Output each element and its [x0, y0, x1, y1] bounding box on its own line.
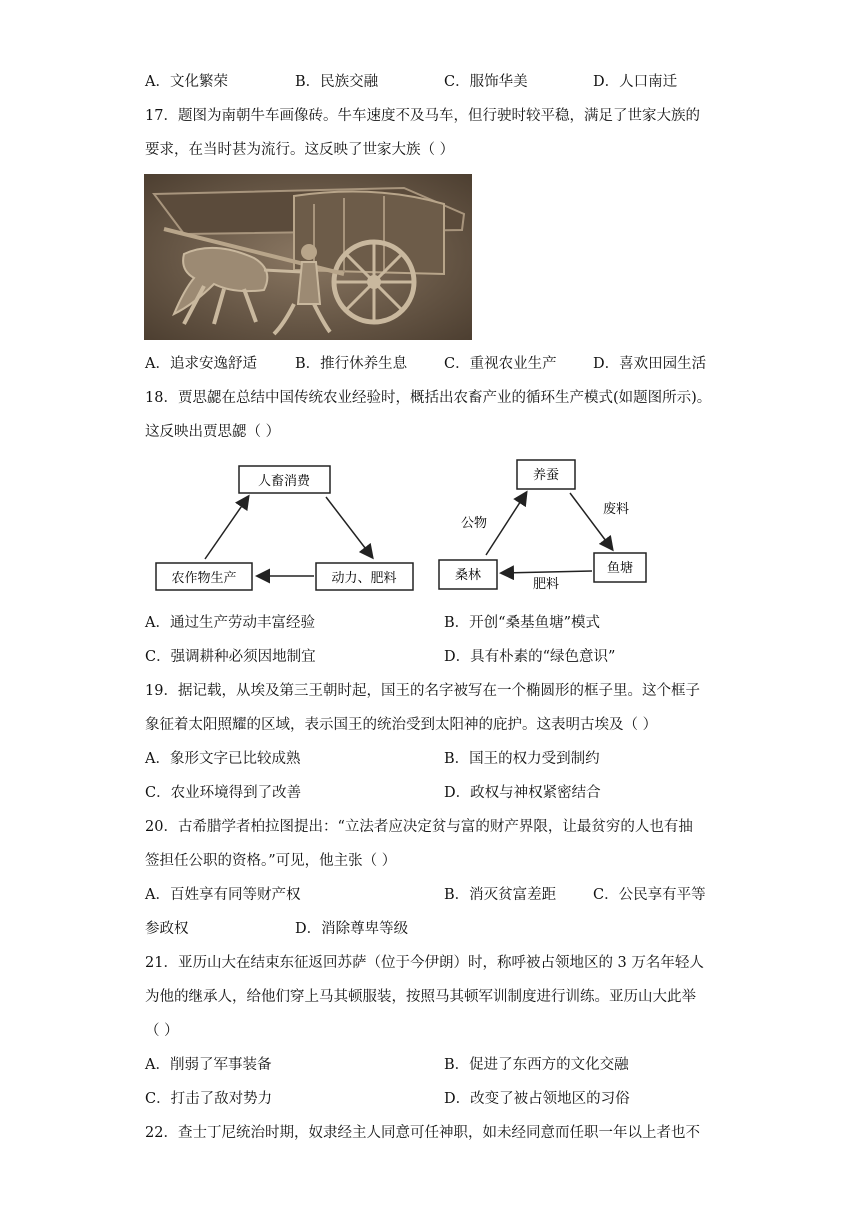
q18-stem-line2: 这反映出贾思勰（ ） [145, 424, 281, 440]
q17-option-d: D．喜欢田园生活 [593, 356, 707, 372]
ox-cart-brick-image [144, 174, 472, 340]
q21-option-d: D．改变了被占领地区的习俗 [444, 1091, 630, 1107]
q19-stem-line1: 19．据记载，从埃及第三王朝时起，国王的名字被写在一个椭圆形的框子里。这个框子 [145, 683, 700, 699]
q20-option-c: C．公民享有平等 [593, 887, 706, 903]
box-silkworm-label: 养蚕 [532, 468, 560, 483]
q18-option-d: D．具有朴素的“绿色意识” [444, 649, 616, 665]
q20-stem-line1: 20．古希腊学者柏拉图提出：“立法者应决定贫与富的财产界限，让最贫穷的人也有抽 [145, 819, 693, 835]
q18-option-c: C．强调耕种必须因地制宜 [145, 649, 316, 665]
q19-stem-line2: 象征着太阳照耀的区域，表示国王的统治受到太阳神的庇护。这表明古埃及（ ） [145, 717, 658, 733]
q19-option-a: A．象形文字已比较成熟 [145, 751, 301, 767]
q20-option-c-cont: 参政权 [145, 921, 189, 937]
q16-option-d: D．人口南迁 [593, 74, 678, 90]
q22-stem-line1: 22．查士丁尼统治时期，奴隶经主人同意可任神职，如未经同意而任职一年以上者也不 [145, 1125, 700, 1141]
q21-option-b: B．促进了东西方的文化交融 [444, 1057, 629, 1073]
q17-stem-line2: 要求，在当时甚为流行。这反映了世家大族（ ） [145, 142, 455, 158]
box-crop-label: 农作物生产 [171, 571, 237, 586]
edge-label-bottom: 肥料 [532, 577, 560, 592]
q17-stem-line1: 17．题图为南朝牛车画像砖。牛车速度不及马车，但行驶时较平稳，满足了世家大族的 [145, 108, 700, 124]
q21-stem-line3: （ ） [145, 1023, 179, 1039]
q21-stem-line1: 21．亚历山大在结束东征返回苏萨（位于今伊朗）时，称呼被占领地区的 3 万名年轻人 [145, 955, 704, 971]
box-power-label: 动力、肥料 [331, 571, 397, 586]
edge-label-left: 公物 [460, 516, 488, 531]
q21-option-c: C．打击了敌对势力 [145, 1091, 273, 1107]
q21-option-a: A．削弱了军事装备 [145, 1057, 272, 1073]
q20-option-d: D．消除尊卑等级 [295, 921, 409, 937]
q17-option-c: C．重视农业生产 [444, 356, 557, 372]
q20-stem-line2: 签担任公职的资格。”可见，他主张（ ） [145, 853, 397, 869]
q16-option-a: A．文化繁荣 [145, 74, 228, 90]
q19-option-d: D．政权与神权紧密结合 [444, 785, 601, 801]
q17-option-a: A．追求安逸舒适 [145, 356, 257, 372]
q21-stem-line2: 为他的继承人，给他们穿上马其顿服装，按照马其顿军训制度进行训练。亚历山大此举 [145, 989, 696, 1005]
q18-option-b: B．开创“桑基鱼塘”模式 [444, 615, 600, 631]
q17-option-b: B．推行休养生息 [295, 356, 408, 372]
q16-option-b: B．民族交融 [295, 74, 379, 90]
box-fishpond-label: 鱼塘 [606, 561, 634, 576]
edge-label-right: 废料 [602, 502, 630, 517]
circular-production-diagram [150, 455, 670, 595]
q16-option-c: C．服饰华美 [444, 74, 528, 90]
q18-option-a: A．通过生产劳动丰富经验 [145, 615, 315, 631]
box-consumption-label: 人畜消费 [257, 474, 311, 489]
box-mulberry-label: 桑林 [454, 568, 482, 583]
q19-option-c: C．农业环境得到了改善 [145, 785, 302, 801]
q20-option-b: B．消灭贫富差距 [444, 887, 557, 903]
q20-option-a: A．百姓享有同等财产权 [145, 887, 301, 903]
q18-stem-line1: 18．贾思勰在总结中国传统农业经验时，概括出农畜产业的循环生产模式(如题图所示)。 [145, 390, 712, 406]
q19-option-b: B．国王的权力受到制约 [444, 751, 600, 767]
